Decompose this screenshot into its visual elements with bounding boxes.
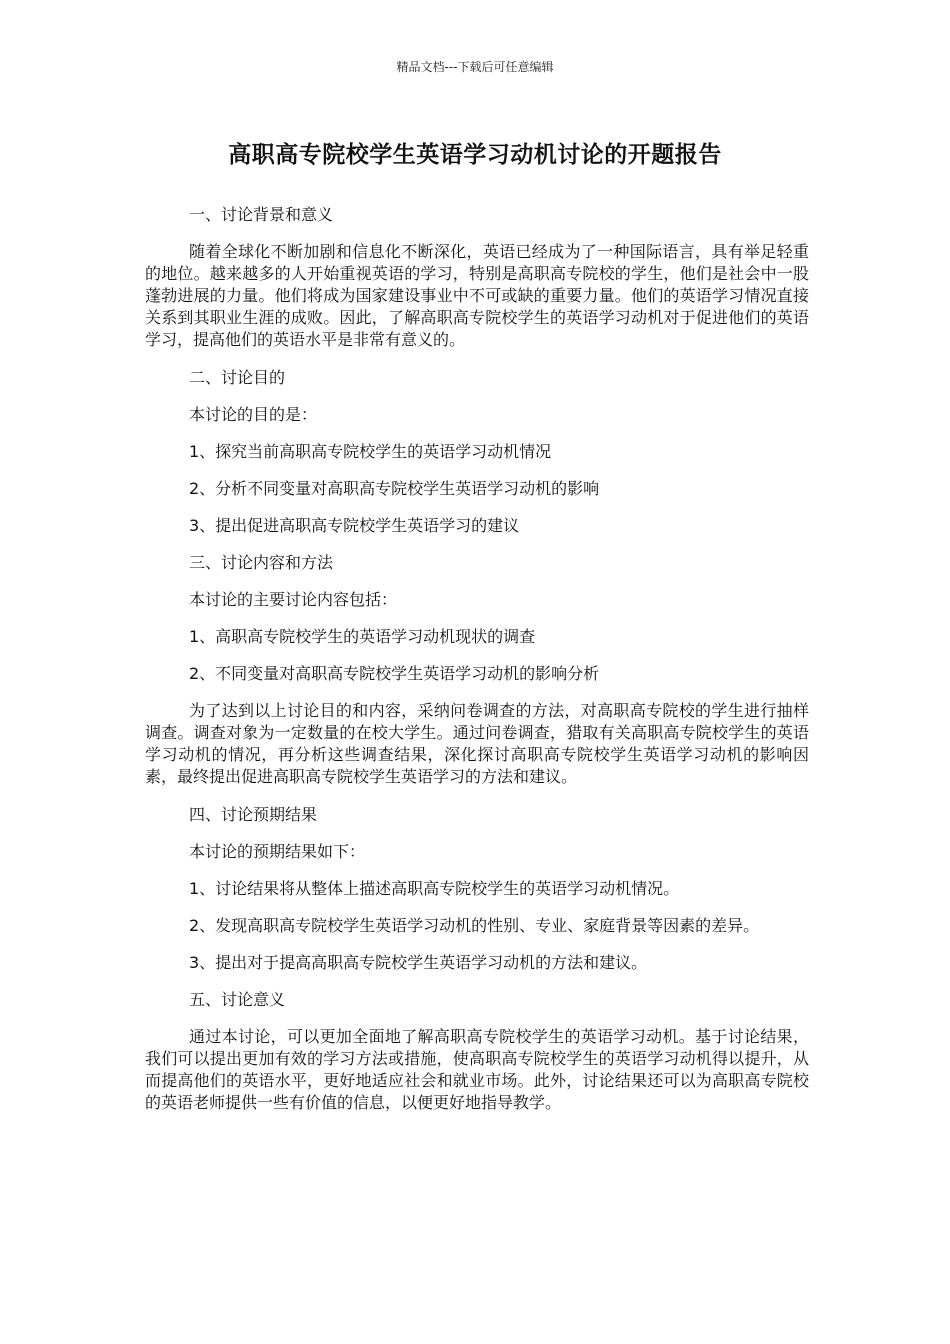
section-heading-purpose: 二、讨论目的 [189, 368, 286, 387]
section-heading-background: 一、讨论背景和意义 [189, 205, 334, 224]
results-intro: 本讨论的预期结果如下： [189, 842, 366, 861]
content-item: 2、不同变量对高职高专院校学生英语学习动机的影响分析 [189, 664, 600, 683]
content-intro: 本讨论的主要讨论内容包括： [189, 590, 398, 609]
paragraph-method: 为了达到以上讨论目的和内容，采纳问卷调查的方法，对高职高专院校的学生进行抽样调查。调查对象为一定数量的在校大学生。通过问卷调查，猎取有关高职高专院校学生的英语学习动机的情况，再分析这些调查结果，深化探讨高职高专院校学生英语学习动机的影响因素，最终提出促进高职高专院校学生英语学习的方法和建议。 [145, 701, 809, 786]
content-item: 1、高职高专院校学生的英语学习动机现状的调查 [189, 627, 536, 646]
section-heading-significance: 五、讨论意义 [189, 990, 286, 1009]
header-note: 精品文档---下载后可任意编辑 [396, 60, 554, 74]
purpose-intro: 本讨论的目的是： [189, 405, 318, 424]
purpose-item: 3、提出促进高职高专院校学生英语学习的建议 [189, 516, 520, 535]
results-item: 2、发现高职高专院校学生英语学习动机的性别、专业、家庭背景等因素的差异。 [189, 916, 760, 935]
section-heading-expected-results: 四、讨论预期结果 [189, 805, 318, 824]
document-body [145, 204, 809, 1130]
purpose-item: 2、分析不同变量对高职高专院校学生英语学习动机的影响 [189, 479, 600, 498]
results-item: 1、讨论结果将从整体上描述高职高专院校学生的英语学习动机情况。 [189, 879, 680, 898]
document-title: 高职高专院校学生英语学习动机讨论的开题报告 [228, 142, 722, 168]
paragraph-significance: 通过本讨论，可以更加全面地了解高职高专院校学生的英语学习动机。基于讨论结果，我们可以提出更加有效的学习方法或措施，使高职高专院校学生的英语学习动机得以提升，从而提高他们的英语水平，更好地适应社会和就业市场。此外，讨论结果还可以为高职高专院校的英语老师提供一些有价值的信息，以便更好地指导教学。 [145, 1027, 809, 1112]
section-heading-content-method: 三、讨论内容和方法 [189, 553, 334, 572]
purpose-item: 1、探究当前高职高专院校学生的英语学习动机情况 [189, 442, 552, 461]
paragraph-background: 随着全球化不断加剧和信息化不断深化，英语已经成为了一种国际语言，具有举足轻重的地位。越来越多的人开始重视英语的学习，特别是高职高专院校的学生，他们是社会中一股蓬勃进展的力量。他们将成为国家建设事业中不可或缺的重要力量。他们的英语学习情况直接关系到其职业生涯的成败。因此，了解高职高专院校学生的英语学习动机对于促进他们的英语学习，提高他们的英语水平是非常有意义的。 [145, 242, 809, 349]
results-item: 3、提出对于提高高职高专院校学生英语学习动机的方法和建议。 [189, 953, 648, 972]
